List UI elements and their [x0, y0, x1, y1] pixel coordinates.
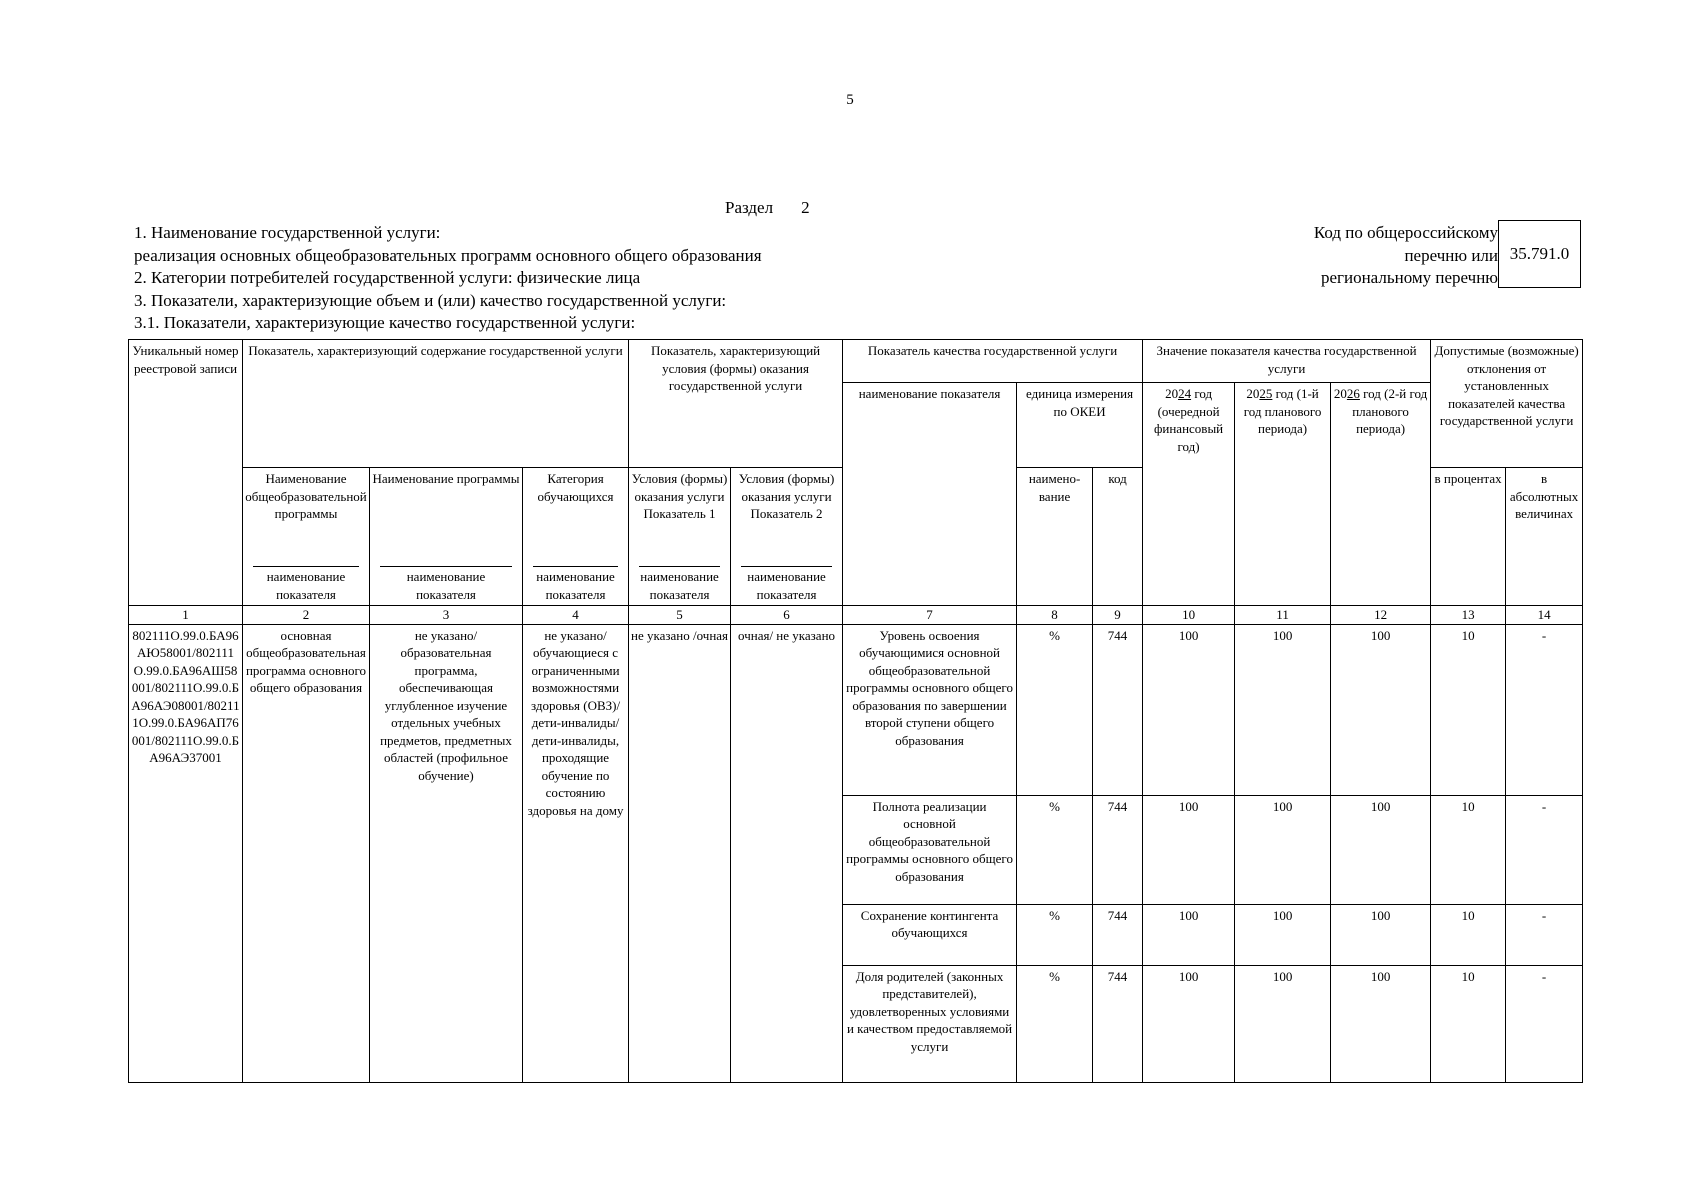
code-label-line-2: перечню или [1404, 245, 1498, 265]
service-info [134, 222, 762, 335]
indicator-deviation-absolute: - [1506, 624, 1583, 795]
indicator-deviation-percent: 10 [1431, 965, 1506, 1082]
header-conditions-indicator: Показатель, характеризующий условия (формы) оказания государственной услуги [629, 340, 843, 468]
indicator-code: 744 [1093, 904, 1143, 965]
indicator-value-year-3: 100 [1331, 624, 1431, 795]
indicator-unit: % [1017, 624, 1093, 795]
indicator-deviation-absolute: - [1506, 965, 1583, 1082]
indicator-code: 744 [1093, 624, 1143, 795]
sub-indicator-label: наименование показателя [380, 566, 512, 603]
column-number: 12 [1331, 606, 1431, 625]
consumer-category: 2. Категории потребителей государственной услуги: физические лица [134, 268, 641, 287]
header-sub-indicator-2 [243, 558, 370, 606]
header-condition-1: Условия (формы) оказания услуги Показатель 1 [629, 468, 731, 559]
column-number: 2 [243, 606, 370, 625]
sub-indicator-label: наименование показателя [533, 566, 618, 603]
indicator-code: 744 [1093, 795, 1143, 904]
section-number: 2 [801, 198, 810, 217]
record-condition-2: очная/ не указано [731, 624, 843, 1082]
year-3-prefix: 20 [1333, 386, 1347, 401]
column-number: 6 [731, 606, 843, 625]
code-label [1270, 222, 1498, 290]
year-2-suffix: 25 [1259, 386, 1273, 401]
column-number: 10 [1143, 606, 1235, 625]
code-box [1498, 220, 1581, 288]
indicator-unit: % [1017, 965, 1093, 1082]
year-1-label: год (очередной финансовый год) [1153, 386, 1224, 454]
section-label: Раздел [725, 198, 774, 217]
quality-indicators-heading: 3.1. Показатели, характеризующие качество государственной услуги: [134, 313, 636, 332]
indicator-deviation-percent: 10 [1431, 904, 1506, 965]
code-label-line-1: Код по общероссийскому [1313, 223, 1498, 242]
indicator-code: 744 [1093, 965, 1143, 1082]
column-number: 3 [370, 606, 523, 625]
indicators-heading: 3. Показатели, характеризующие объем и (или) качество государственной услуги: [134, 290, 727, 310]
indicator-value-year-1: 100 [1143, 904, 1235, 965]
quality-table [128, 339, 1583, 1083]
header-deviations: Допустимые (возможные) отклонения от установленных показателей качества государственной услуги [1431, 340, 1583, 468]
indicator-deviation-percent: 10 [1431, 624, 1506, 795]
column-number: 13 [1431, 606, 1506, 625]
column-number: 8 [1017, 606, 1093, 625]
header-sub-indicator-4 [523, 558, 629, 606]
header-sub-indicator-5 [629, 558, 731, 606]
header-quality-indicator: Показатель качества государственной услуги [843, 340, 1143, 383]
column-number: 14 [1506, 606, 1583, 625]
year-2-prefix: 20 [1246, 386, 1260, 401]
indicator-value-year-2: 100 [1235, 795, 1331, 904]
header-sub-indicator-3 [370, 558, 523, 606]
sub-indicator-label: наименование показателя [639, 566, 720, 603]
service-name-label: 1. Наименование государственной услуги: [134, 223, 441, 242]
indicator-value-year-1: 100 [1143, 965, 1235, 1082]
service-name: реализация основных общеобразовательных программ основного общего образования [134, 245, 762, 265]
header-year-2 [1235, 383, 1331, 606]
header-condition-2: Условия (формы) оказания услуги Показатель 2 [731, 468, 843, 559]
year-3-label: год (2-й год планового периода) [1352, 386, 1428, 436]
column-numbers-row [129, 606, 1583, 625]
header-indicator-values: Значение показателя качества государственной услуги [1143, 340, 1431, 383]
header-sub-indicator-6 [731, 558, 843, 606]
record-category: не указано/ обучающиеся с ограниченными возможностями здоровья (ОВЗ)/дети-инвалиды/дети-инвалиды, проходящие обучение по состоянию здоровья на дому [523, 624, 629, 1082]
record-id: 802111О.99.0.БА96АЮ58001/802111О.99.0.БА96АШ58001/802111О.99.0.БА96АЭ08001/802111О.99.0.БА96АП76001/802111О.99.0.БА96АЭ37001 [129, 624, 243, 1082]
year-2-label: год (1-й год планового периода) [1243, 386, 1322, 436]
indicator-name: Полнота реализации основной общеобразовательной программы основного общего образования [843, 795, 1017, 904]
indicator-unit: % [1017, 795, 1093, 904]
header-program: Наименование программы [370, 468, 523, 559]
indicator-value-year-3: 100 [1331, 904, 1431, 965]
record-program: основная общеобразовательная программа основного общего образования [243, 624, 370, 1082]
header-year-1 [1143, 383, 1235, 606]
indicator-value-year-1: 100 [1143, 624, 1235, 795]
column-number: 1 [129, 606, 243, 625]
year-1-prefix: 20 [1165, 386, 1179, 401]
section-title [725, 198, 810, 218]
header-year-3 [1331, 383, 1431, 606]
header-deviation-percent: в процентах [1431, 468, 1506, 606]
indicator-deviation-percent: 10 [1431, 795, 1506, 904]
header-program-name: Наименование общеобразовательной программы [243, 468, 370, 559]
page-number: 5 [846, 92, 854, 108]
header-unique-number: Уникальный номер реестровой записи [129, 340, 243, 606]
header-deviation-absolute: в абсолютных величинах [1506, 468, 1583, 606]
indicator-value-year-3: 100 [1331, 795, 1431, 904]
code-label-line-3: региональному перечню [1320, 268, 1498, 287]
column-number: 11 [1235, 606, 1331, 625]
sub-indicator-label: наименование показателя [253, 566, 359, 603]
indicator-deviation-absolute: - [1506, 795, 1583, 904]
indicator-value-year-2: 100 [1235, 904, 1331, 965]
code-value: 35.791.0 [1509, 244, 1570, 263]
column-number: 4 [523, 606, 629, 625]
header-category: Категория обучающихся [523, 468, 629, 559]
indicator-name: Доля родителей (законных представителей), удовлетворенных условиями и качеством предоставляемой услуги [843, 965, 1017, 1082]
indicator-value-year-1: 100 [1143, 795, 1235, 904]
indicator-deviation-absolute: - [1506, 904, 1583, 965]
indicator-value-year-3: 100 [1331, 965, 1431, 1082]
record-program-type: не указано/ образовательная программа, обеспечивающая углубленное изучение отдельных учебных предметов, предметных областей (профильное обучение) [370, 624, 523, 1082]
column-number: 5 [629, 606, 731, 625]
indicator-name: Сохранение контингента обучающихся [843, 904, 1017, 965]
header-content-indicator: Показатель, характеризующий содержание государственной услуги [243, 340, 629, 468]
record-condition-1: не указано /очная [629, 624, 731, 1082]
indicator-value-year-2: 100 [1235, 624, 1331, 795]
year-1-suffix: 24 [1178, 386, 1192, 401]
year-3-suffix: 26 [1346, 386, 1360, 401]
table-row [129, 624, 1583, 795]
header-unit-name: наимено-вание [1017, 468, 1093, 606]
indicator-name: Уровень освоения обучающимися основной общеобразовательной программы основного общего образования по завершении второй ступени общего образования [843, 624, 1017, 795]
header-unit-code: код [1093, 468, 1143, 606]
sub-indicator-label: наименование показателя [741, 566, 832, 603]
column-number: 7 [843, 606, 1017, 625]
indicator-unit: % [1017, 904, 1093, 965]
header-indicator-name: наименование показателя [843, 383, 1017, 606]
indicator-value-year-2: 100 [1235, 965, 1331, 1082]
column-number: 9 [1093, 606, 1143, 625]
header-unit: единица измерения по ОКЕИ [1017, 383, 1143, 468]
